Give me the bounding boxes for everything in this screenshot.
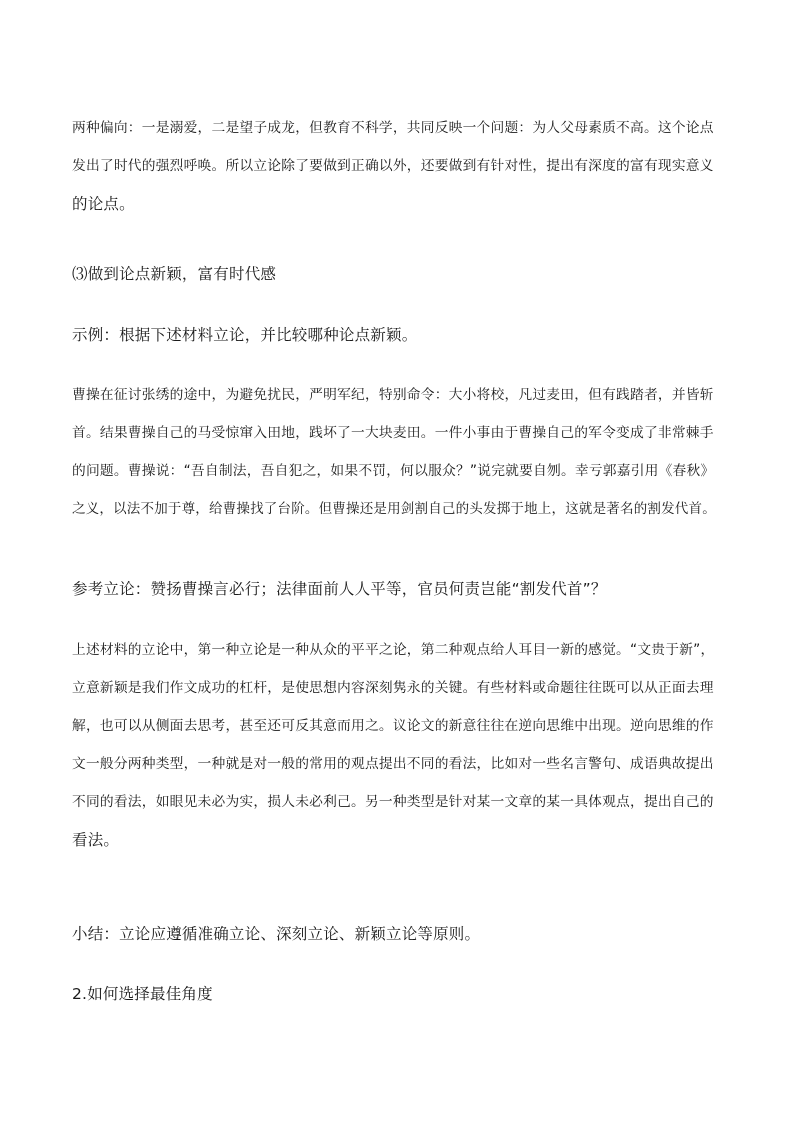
paragraph-parenting-thesis: [72, 109, 724, 223]
heading-text: 2.如何选择最佳角度: [72, 985, 213, 1003]
text-line: 立意新颖是我们作文成功的杠杆，是使思想内容深刻隽永的关键。有些材料或命题往往既可以从正面去理: [72, 680, 714, 696]
text-line: 示例：根据下述材料立论，并比较哪种论点新颖。: [72, 326, 418, 344]
text-line: 上述材料的立论中，第一种立论是一种从众的平平之论，第二种观点给人耳目一新的感觉。“文贵于新”，: [72, 642, 715, 658]
text-line: 文一般分两种类型，一种就是对一般的常用的观点提出不同的看法，比如对一些名言警句、成语典故提出: [72, 756, 714, 772]
text-line: 参考立论：赞扬曹操言必行；法律面前人人平等，官员何责岂能“割发代首”？: [72, 580, 607, 598]
text-line: 首。结果曹操自己的马受惊窜入田地，践坏了一大块麦田。一件小事由于曹操自己的军令变成了非常棘手: [72, 425, 714, 441]
heading-text: ⑶做到论点新颖，富有时代感: [72, 265, 277, 283]
section-heading-novel-thesis: [72, 255, 724, 293]
text-line: 曹操在征讨张绣的途中，为避免扰民，严明军纪，特别命令：大小将校，凡过麦田，但有践踏者，并皆斩: [72, 387, 714, 403]
paragraph-cao-cao-story: [72, 376, 724, 528]
text-line: 的论点。: [72, 195, 135, 213]
text-line: 小结：立论应遵循准确立论、深刻立论、新颖立论等原则。: [72, 925, 481, 943]
paragraph-example-prompt: [72, 316, 724, 354]
text-line: 的问题。曹操说：“吾自制法，吾自犯之，如果不罚，何以服众？”说完就要自刎。幸亏郭嘉引用《春秋》: [72, 463, 715, 479]
section-heading-best-angle: [72, 975, 724, 1013]
paragraph-summary: [72, 915, 724, 953]
text-line: 解，也可以从侧面去思考，甚至还可反其意而用之。议论文的新意往往在逆向思维中出现。逆向思维的作: [72, 718, 714, 734]
text-line: 发出了时代的强烈呼唤。所以立论除了要做到正确以外，还要做到有针对性，提出有深度的富有现实意义: [72, 158, 714, 174]
paragraph-reference-thesis: [72, 570, 724, 608]
text-line: 两种偏向：一是溺爱，二是望子成龙，但教育不科学，共同反映一个问题：为人父母素质不高。这个论点: [72, 120, 714, 136]
paragraph-analysis: [72, 631, 724, 859]
text-line: 之义，以法不加于尊，给曹操找了台阶。但曹操还是用剑割自己的头发掷于地上，这就是著名的割发代首。: [72, 501, 716, 517]
text-line: 看法。: [72, 831, 120, 849]
text-line: 不同的看法，如眼见未必为实，损人未必利己。另一种类型是针对某一文章的某一具体观点，提出自己的: [72, 794, 714, 810]
